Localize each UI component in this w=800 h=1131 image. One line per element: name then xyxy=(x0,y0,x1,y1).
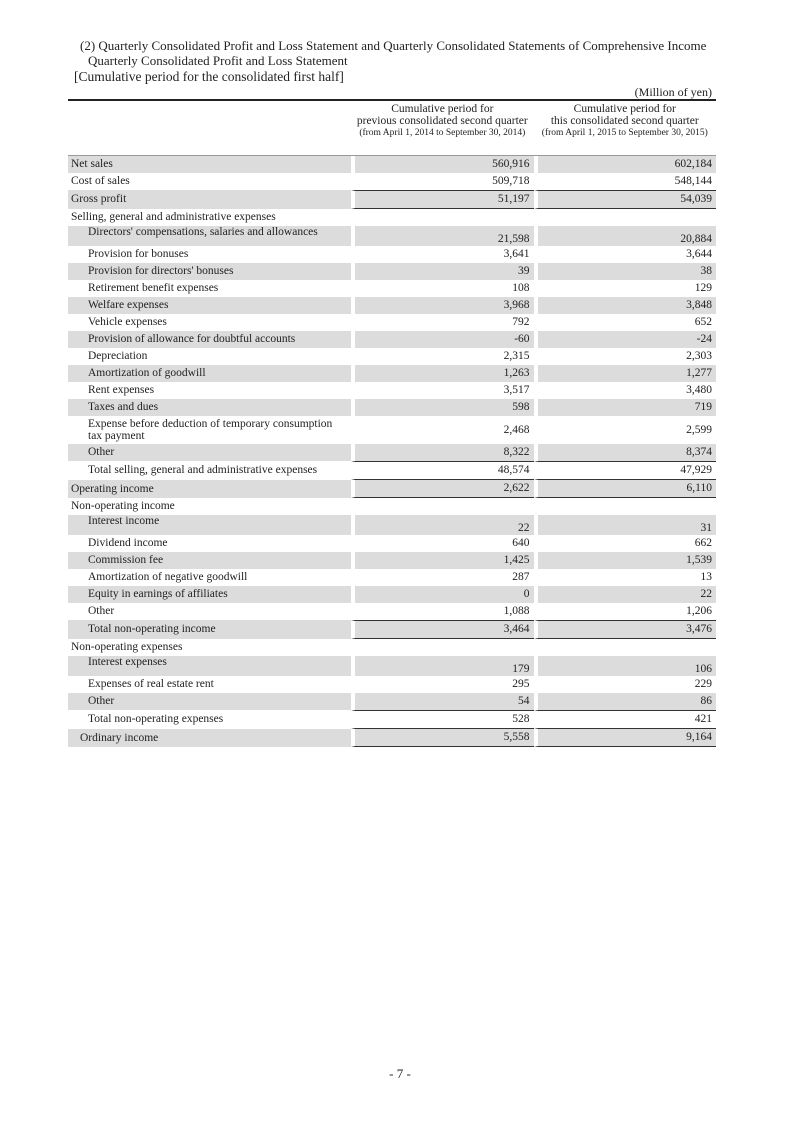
previous-period-value: 509,718 xyxy=(351,173,533,190)
table-row xyxy=(68,639,716,656)
table-row xyxy=(68,209,716,226)
section-heading: (2) Quarterly Consolidated Profit and Loss Statement and Quarterly Consolidated Statements of Comprehensive Income xyxy=(80,38,707,53)
row-label: Interest expenses xyxy=(68,656,351,676)
previous-period-value: 1,088 xyxy=(351,603,533,620)
table-row xyxy=(68,382,716,399)
previous-period-value: 8,322 xyxy=(351,444,533,461)
current-period-value: 3,480 xyxy=(534,382,716,399)
current-period-value: 54,039 xyxy=(534,190,716,209)
row-label: Provision of allowance for doubtful accounts xyxy=(68,331,351,348)
row-label: Other xyxy=(68,693,351,710)
row-label: Total non-operating income xyxy=(68,620,351,639)
current-period-value: 3,476 xyxy=(534,620,716,639)
previous-period-value: 3,641 xyxy=(351,246,533,263)
current-period-value: 8,374 xyxy=(534,444,716,461)
current-period-value xyxy=(534,639,716,656)
current-period-value: 106 xyxy=(534,656,716,676)
previous-period-value: 1,425 xyxy=(351,552,533,569)
row-label: Non-operating expenses xyxy=(71,641,183,653)
current-period-value: 2,599 xyxy=(534,416,716,444)
previous-period-value: 21,598 xyxy=(351,226,533,246)
table-row xyxy=(68,515,716,535)
current-period-value: 38 xyxy=(534,263,716,280)
previous-period-value xyxy=(351,498,533,515)
current-period-value: 1,539 xyxy=(534,552,716,569)
row-label: Expense before deduction of temporary consumption tax payment xyxy=(88,418,333,442)
table-row xyxy=(68,603,716,620)
page-number: - 7 - xyxy=(389,1066,411,1081)
table-row xyxy=(68,444,716,461)
row-label: Amortization of goodwill xyxy=(68,365,351,382)
table-row xyxy=(68,656,716,676)
period-heading: [Cumulative period for the consolidated first half] xyxy=(74,69,344,84)
table-row xyxy=(68,535,716,552)
previous-period-value: 5,558 xyxy=(351,729,533,747)
row-label: Directors' compensations, salaries and allowances xyxy=(68,226,351,246)
previous-period-value: 295 xyxy=(351,676,533,693)
row-label: Total selling, general and administrative expenses xyxy=(88,464,318,476)
table-row xyxy=(68,620,716,639)
table-row xyxy=(68,246,716,263)
previous-period-value: 2,622 xyxy=(351,480,533,498)
current-period-value: 20,884 xyxy=(534,226,716,246)
row-label: Taxes and dues xyxy=(68,399,351,416)
table-row xyxy=(68,416,716,444)
table-row xyxy=(68,552,716,569)
row-label: Expenses of real estate rent xyxy=(88,678,214,690)
previous-period-value: 1,263 xyxy=(351,365,533,382)
previous-period-value: 598 xyxy=(351,399,533,416)
header-line: Cumulative period for xyxy=(391,103,494,115)
table-row xyxy=(68,190,716,209)
table-row xyxy=(68,399,716,416)
header-previous-period xyxy=(351,101,533,156)
current-period-value: 6,110 xyxy=(534,480,716,498)
row-label: Interest income xyxy=(68,515,351,535)
table-row xyxy=(68,693,716,710)
row-label: Cost of sales xyxy=(71,175,130,187)
current-period-value: 86 xyxy=(534,693,716,710)
previous-period-value: 22 xyxy=(351,515,533,535)
row-label: Provision for bonuses xyxy=(88,248,189,260)
table-row xyxy=(68,461,716,480)
previous-period-value: 51,197 xyxy=(351,190,533,209)
table-row xyxy=(68,156,716,173)
previous-period-value: 54 xyxy=(351,693,533,710)
table-header xyxy=(68,101,716,156)
row-label: Dividend income xyxy=(88,537,168,549)
row-label: Rent expenses xyxy=(88,384,155,396)
previous-period-value xyxy=(351,639,533,656)
table-row xyxy=(68,498,716,515)
previous-period-value: 3,464 xyxy=(351,620,533,639)
previous-period-value: 3,517 xyxy=(351,382,533,399)
previous-period-value: 39 xyxy=(351,263,533,280)
table-row xyxy=(68,480,716,498)
table-row xyxy=(68,263,716,280)
table-row xyxy=(68,348,716,365)
previous-period-value: 640 xyxy=(351,535,533,552)
current-period-value: 3,644 xyxy=(534,246,716,263)
current-period-value xyxy=(534,209,716,226)
previous-period-value: 528 xyxy=(351,710,533,729)
table-row xyxy=(68,569,716,586)
row-label: Other xyxy=(68,444,351,461)
previous-period-value: 48,574 xyxy=(351,461,533,480)
previous-period-value: 287 xyxy=(351,569,533,586)
current-period-value: 662 xyxy=(534,535,716,552)
row-label: Depreciation xyxy=(88,350,148,362)
row-label: Operating income xyxy=(68,480,351,498)
row-label: Equity in earnings of affiliates xyxy=(68,586,351,603)
current-period-value: 602,184 xyxy=(534,156,716,173)
previous-period-value: 560,916 xyxy=(351,156,533,173)
table-row xyxy=(68,676,716,693)
current-period-value: 1,206 xyxy=(534,603,716,620)
header-line: previous consolidated second quarter xyxy=(356,115,528,127)
row-label: Commission fee xyxy=(68,552,351,569)
table-row xyxy=(68,297,716,314)
current-period-value: 548,144 xyxy=(534,173,716,190)
header-range: (from April 1, 2015 to September 30, 2015) xyxy=(541,128,708,138)
row-label: Total non-operating expenses xyxy=(88,713,224,725)
table-row xyxy=(68,729,716,747)
profit-loss-table xyxy=(68,99,716,747)
current-period-value: 31 xyxy=(534,515,716,535)
row-label: Net sales xyxy=(68,156,351,173)
header-line: this consolidated second quarter xyxy=(550,115,699,127)
header-blank xyxy=(68,101,351,156)
statement-heading: Quarterly Consolidated Profit and Loss Statement xyxy=(88,53,348,68)
table-row xyxy=(68,280,716,297)
row-label: Gross profit xyxy=(68,190,351,209)
previous-period-value: 2,468 xyxy=(351,416,533,444)
row-label: Vehicle expenses xyxy=(88,316,167,328)
table-row xyxy=(68,173,716,190)
row-label: Retirement benefit expenses xyxy=(88,282,219,294)
header-range: (from April 1, 2014 to September 30, 2014) xyxy=(359,128,526,138)
row-label: Provision for directors' bonuses xyxy=(68,263,351,280)
current-period-value: 9,164 xyxy=(534,729,716,747)
table-row xyxy=(68,365,716,382)
table-row xyxy=(68,226,716,246)
row-label: Welfare expenses xyxy=(68,297,351,314)
current-period-value: 47,929 xyxy=(534,461,716,480)
current-period-value xyxy=(534,498,716,515)
current-period-value: 421 xyxy=(534,710,716,729)
row-label: Amortization of negative goodwill xyxy=(88,571,248,583)
current-period-value: -24 xyxy=(534,331,716,348)
current-period-value: 652 xyxy=(534,314,716,331)
table-row xyxy=(68,710,716,729)
table-row xyxy=(68,314,716,331)
current-period-value: 129 xyxy=(534,280,716,297)
header-line: Cumulative period for xyxy=(573,103,676,115)
current-period-value: 22 xyxy=(534,586,716,603)
current-period-value: 2,303 xyxy=(534,348,716,365)
previous-period-value: 792 xyxy=(351,314,533,331)
previous-period-value: 0 xyxy=(351,586,533,603)
row-label: Selling, general and administrative expenses xyxy=(71,211,276,223)
previous-period-value: 179 xyxy=(351,656,533,676)
previous-period-value: 2,315 xyxy=(351,348,533,365)
previous-period-value: -60 xyxy=(351,331,533,348)
current-period-value: 229 xyxy=(534,676,716,693)
row-label: Non-operating income xyxy=(71,500,175,512)
header-current-period xyxy=(534,101,716,156)
current-period-value: 13 xyxy=(534,569,716,586)
previous-period-value xyxy=(351,209,533,226)
current-period-value: 719 xyxy=(534,399,716,416)
row-label: Other xyxy=(88,605,115,617)
current-period-value: 3,848 xyxy=(534,297,716,314)
unit-label: (Million of yen) xyxy=(634,85,712,99)
previous-period-value: 3,968 xyxy=(351,297,533,314)
table-row xyxy=(68,331,716,348)
previous-period-value: 108 xyxy=(351,280,533,297)
table-row xyxy=(68,586,716,603)
row-label: Ordinary income xyxy=(68,729,351,747)
current-period-value: 1,277 xyxy=(534,365,716,382)
